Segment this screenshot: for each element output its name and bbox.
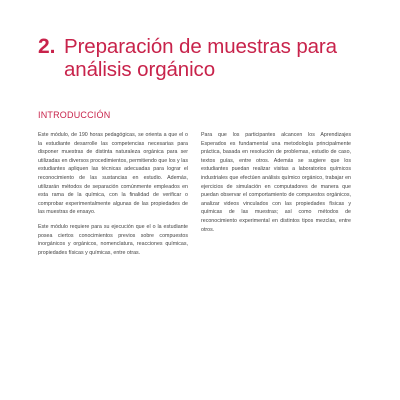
left-paragraph-2: Este módulo requiere para su ejecución que el o la estudiante posea ciertos conocimientos previos sobre compuestos inorgánicos y orgánicos, nomenclatura, reacciones químicas, propiedades físicas y químicas, entre otras. <box>38 223 188 256</box>
section-heading: INTRODUCCIÓN <box>38 110 111 120</box>
right-column <box>201 131 351 240</box>
chapter-title <box>38 36 368 81</box>
right-paragraph-1: Para que los participantes alcancen los Aprendizajes Esperados es fundamental una metodología principalmente práctica, basada en resolución de problemas, estudio de caso, textos guías, entre otros. Además se sugiere que los estudiantes puedan realizar visitas a laboratorios químicos industriales que efectúen análisis químico orgánico, trabajar en ejercicios de simulación en computadores de manera que puedan observar el comportamiento de compuestos orgánicos, analizar videos vinculados con las propiedades físicas y químicas de las muestras; así como métodos de reconocimiento experimental en distintos tipos mezclas, entre otros. <box>201 132 351 233</box>
left-paragraph-1: Este módulo, de 190 horas pedagógicas, se orienta a que el o la estudiante desarrolle las competencias necesarias para disponer muestras de distinta naturaleza orgánica para ser utilizadas en diversos procedimientos, permitiendo que los y las estudiantes apliquen las técnicas adecuadas para lograr el reconocimiento de las sustancias en estudio. Además, utilizarán métodos de separación comúnmente empleados en esta rama de la química, con la finalidad de verificar o comprobar experimentalmente algunas de las propiedades de las muestras de ensayo. <box>38 132 188 216</box>
chapter-title-text: Preparación de muestras para análisis orgánico <box>64 35 337 81</box>
left-column <box>38 131 188 263</box>
chapter-number: 2. <box>38 35 56 58</box>
